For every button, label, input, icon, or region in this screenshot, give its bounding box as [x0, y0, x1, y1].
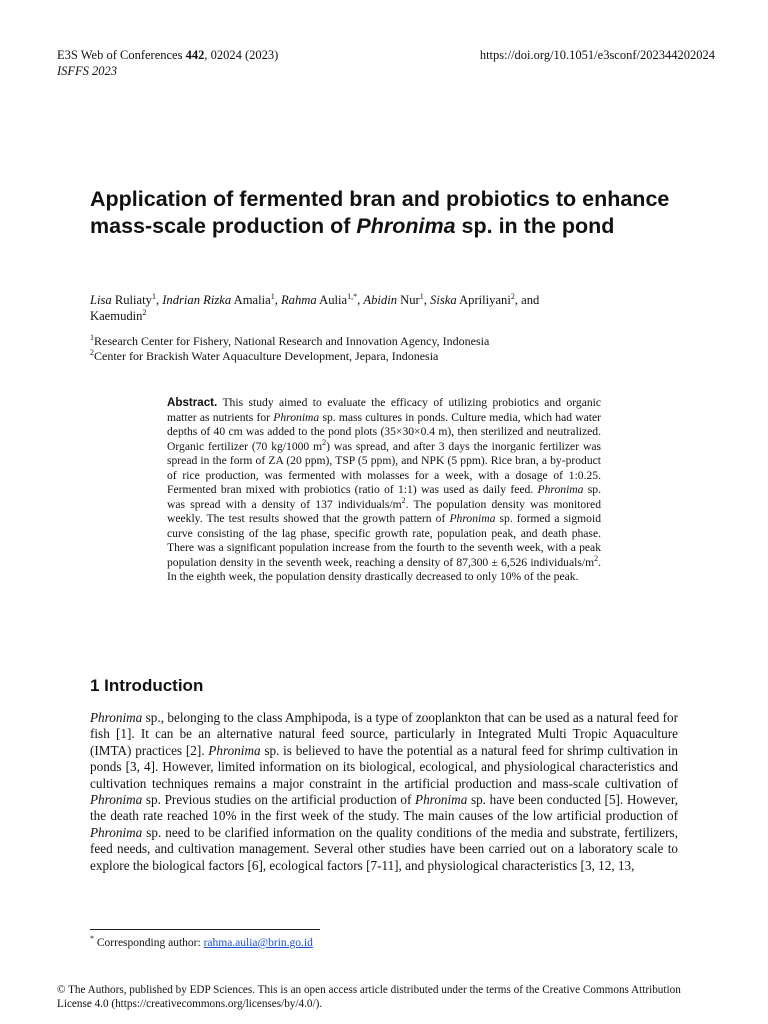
- abstract: Abstract. This study aimed to evaluate the efficacy of utilizing probiotics and organic matter as nutrients for Phronima sp. mass cultures in ponds. Culture media, which had water depths of 40 cm was added to the pond plots (35×30×0.4 m), then sterilized and neutralized. Organic fertilizer (70 kg/1000 $m^2$) was spread, and after 3 days the inorganic fertilizer was spread in the form of ZA (20 ppm), TSP (5 ppm), and NPK (5 ppm). Rice bran, a by-product of rice production, was fermented with molasses for a week, with a dosage of 1:0.25. Fermented bran mixed with probiotics (ratio of 1:1) was used as daily feed. Phronima sp. was spread with a density of 137 individuals/$m^2$. The population density was monitored weekly. The test results showed that the growth pattern of Phronima sp. formed a sigmoid curve consisting of the lag phase, specific growth rate, population peak, and death phase. There was a significant population increase from the fourth to the seventh week, with a peak population density in the seventh week, reaching a density of 87,300 ± 6,526 individuals/$m^2$. In the eighth week, the population density drastically decreased to only 10% of the peak.: [167, 396, 601, 583]
- footnote: * Corresponding author: rahma.aulia@brin.go.id: [90, 934, 313, 949]
- introduction-paragraph: Phronima sp., belonging to the class Amphipoda, is a type of zooplankton that can be used as a natural feed for fish [1]. It can be an alternative natural feed source, particularly in Integrated Multi Tropic Aquaculture (IMTA) practices [2]. Phronima sp. is believed to have the potential as a natural feed for shrimp cultivation in ponds [3, 4]. However, limited information on its biological, ecological, and physiological characteristics and cultivation techniques remains a major constraint in the artificial production and mass-scale cultivation of Phronima sp. Previous studies on the artificial production of Phronima sp. have been conducted [5]. However, the death rate reached 10% in the first week of the study. The main causes of the low artificial production of Phronima sp. need to be clarified information on the quality conditions of the media and substrate, fertilizers, feed needs, and cultivation management. Several other studies have been carried out on a laboratory scale to explore the biological factors [6], ecological factors [7-11], and physiological characteristics [3, 12, 13,: [90, 710, 678, 873]
- title-genus: Phronima: [356, 214, 456, 238]
- affiliation: $^2$Center for Brackish Water Aquaculture Development, Jepara, Indonesia: [90, 348, 439, 363]
- paper-title: [90, 186, 690, 240]
- author-list: Lisa Ruliaty$^1$, Indrian Rizka Amalia$^1$, Rahma Aulia$^{1,*}$, Abidin Nur$^1$, Siska Apriliyani$^2$, and Kaemudin$^2$: [90, 291, 540, 323]
- author: Abidin Nur$^1$: [363, 291, 424, 307]
- license-notice: © The Authors, published by EDP Sciences. This is an open access article distributed under the terms of the Creative Commons Attribution License 4.0 (https://creativecommons.org/licenses/by/4.0/).: [57, 984, 681, 1010]
- journal-citation: [57, 47, 278, 63]
- journal-name: E3S Web of Conferences: [57, 48, 183, 62]
- section-heading: 1 Introduction: [90, 676, 204, 695]
- journal-volume: 442: [185, 48, 205, 62]
- footnote-divider: [90, 929, 320, 930]
- footnote-mark: *: [90, 934, 94, 944]
- author: Rahma Aulia$^{1,*}$: [280, 291, 358, 307]
- abstract-label: Abstract.: [167, 396, 218, 409]
- title-part-2: sp. in the pond: [455, 214, 615, 238]
- author: Lisa Ruliaty$^1$: [90, 291, 156, 307]
- conference-name: ISFFS 2023: [57, 64, 118, 78]
- article-number: , 02024 (2023): [204, 48, 279, 62]
- author: Kaemudin$^2$: [90, 307, 147, 323]
- corresponding-email-link[interactable]: rahma.aulia@brin.go.id: [203, 937, 313, 949]
- doi-link[interactable]: https://doi.org/10.1051/e3sconf/202344202024: [479, 48, 715, 62]
- author: Indrian Rizka Amalia$^1$: [162, 291, 275, 307]
- affiliation: $^1$Research Center for Fishery, National Research and Innovation Agency, Indonesia: [90, 333, 490, 348]
- title-part-1: Application of fermented bran and probiotics to enhance mass-scale production of: [90, 187, 670, 238]
- author: Siska Apriliyani$^2$: [430, 291, 515, 307]
- affiliations: [90, 334, 680, 364]
